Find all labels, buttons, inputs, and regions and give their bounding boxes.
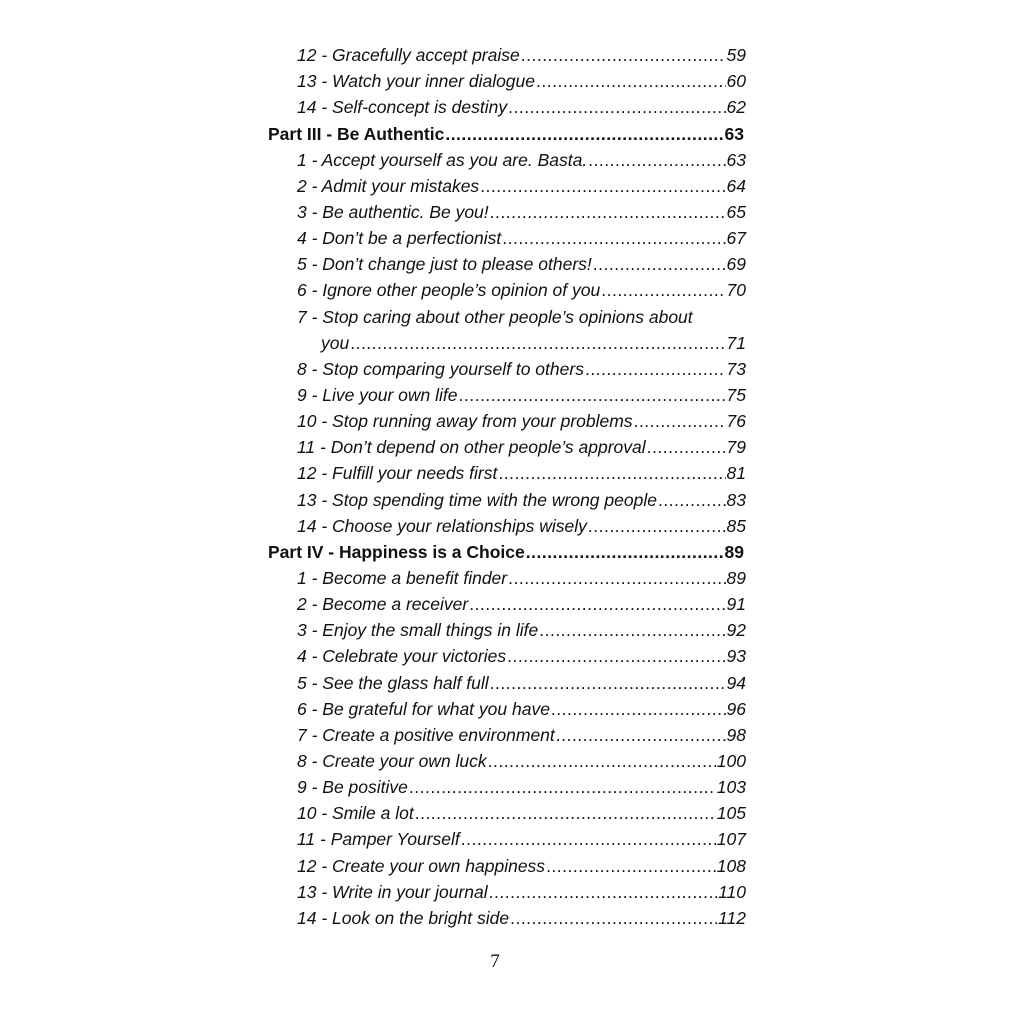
toc-entry-title: 8 - Stop comparing yourself to others — [297, 358, 584, 379]
dot-leader — [461, 829, 716, 849]
toc-entry — [268, 668, 746, 694]
dot-leader — [634, 411, 726, 431]
dot-leader — [601, 280, 725, 300]
dot-leader — [588, 150, 725, 170]
dot-leader — [658, 490, 726, 510]
toc-entry-title: 5 - Don’t change just to please others! — [297, 254, 592, 275]
dot-leader — [546, 856, 716, 876]
dot-leader — [551, 699, 726, 719]
dot-leader — [526, 542, 724, 562]
toc-entry — [268, 825, 746, 851]
toc-entry — [268, 302, 746, 328]
toc-entry — [268, 747, 746, 773]
dot-leader — [507, 646, 725, 666]
toc-entry-title: 14 - Self-concept is destiny — [297, 97, 508, 118]
toc-entry-title: 13 - Watch your inner dialogue — [297, 71, 536, 92]
toc-entry — [268, 851, 746, 877]
toc-page-number: 89 — [726, 567, 746, 588]
toc-entry-title: 4 - Don’t be a perfectionist — [297, 228, 502, 249]
toc-entry — [268, 799, 746, 825]
toc-page-number: 69 — [726, 254, 746, 275]
toc-page-number: 63 — [726, 149, 746, 170]
dot-leader — [508, 97, 725, 117]
toc-entry-title: 13 - Write in your journal — [297, 881, 488, 902]
toc-entry — [268, 172, 746, 198]
dot-leader — [539, 620, 725, 640]
toc-page-number: 63 — [724, 123, 744, 144]
toc-page-number: 85 — [726, 515, 746, 536]
toc-entry-title: 6 - Be grateful for what you have — [297, 698, 550, 719]
toc-page-number: 92 — [726, 620, 746, 641]
toc-entry — [268, 146, 746, 172]
toc-entry — [268, 904, 746, 930]
toc-entry-title: 7 - Stop caring about other people’s opinions about — [297, 306, 693, 327]
toc-entry-title: 10 - Smile a lot — [297, 803, 414, 824]
toc-entry-title: 6 - Ignore other people’s opinion of you — [297, 280, 601, 301]
toc-entry — [268, 512, 746, 538]
toc-part-heading — [268, 538, 744, 564]
page-number: 7 — [490, 951, 500, 972]
toc-entry — [268, 93, 746, 119]
toc-entry — [268, 773, 746, 799]
dot-leader — [490, 673, 726, 693]
toc-page-number: 67 — [726, 228, 746, 249]
table-of-contents — [268, 41, 748, 930]
dot-leader — [585, 359, 726, 379]
toc-part-title: Part III - Be Authentic — [268, 123, 445, 144]
toc-page-number: 79 — [726, 437, 746, 458]
dot-leader — [556, 725, 726, 745]
toc-page-number: 81 — [726, 463, 746, 484]
dot-leader — [490, 202, 726, 222]
toc-entry — [268, 67, 746, 93]
toc-entry-title: 2 - Admit your mistakes — [297, 175, 480, 196]
toc-page-number: 60 — [726, 71, 746, 92]
toc-entry-title: 3 - Be authentic. Be you! — [297, 201, 489, 222]
toc-page-number: 65 — [726, 201, 746, 222]
toc-entry-title: 1 - Become a benefit finder — [297, 567, 508, 588]
toc-entry-title: 12 - Fulfill your needs first — [297, 463, 498, 484]
toc-page-number: 70 — [726, 280, 746, 301]
toc-entry — [268, 590, 746, 616]
toc-page-number: 96 — [726, 698, 746, 719]
toc-entry — [268, 485, 746, 511]
toc-page-number: 75 — [726, 384, 746, 405]
toc-page-number: 98 — [726, 724, 746, 745]
dot-leader — [469, 594, 725, 614]
dot-leader — [350, 333, 725, 353]
dot-leader — [510, 908, 717, 928]
toc-page-number: 103 — [716, 777, 746, 798]
toc-entry-title: 12 - Create your own happiness — [297, 855, 546, 876]
toc-entry — [268, 642, 746, 668]
toc-page-number: 112 — [718, 907, 746, 928]
toc-page-number: 94 — [726, 672, 746, 693]
toc-entry — [268, 250, 746, 276]
toc-page-number: 100 — [716, 750, 746, 771]
dot-leader — [498, 463, 725, 483]
toc-entry — [268, 198, 746, 224]
toc-entry — [268, 224, 746, 250]
toc-entry-title: 7 - Create a positive environment — [297, 724, 555, 745]
toc-entry-title: 12 - Gracefully accept praise — [297, 45, 520, 66]
toc-entry-title: 3 - Enjoy the small things in life — [297, 620, 539, 641]
toc-page-number: 107 — [716, 829, 746, 850]
dot-leader — [521, 45, 726, 65]
toc-page-number: 89 — [724, 541, 744, 562]
toc-entry — [268, 276, 746, 302]
toc-entry — [268, 355, 746, 381]
toc-entry-title: 11 - Don’t depend on other people’s approval — [297, 437, 646, 458]
toc-entry-title: 14 - Look on the bright side — [297, 907, 510, 928]
toc-page-number: 105 — [716, 803, 746, 824]
toc-entry-title: 14 - Choose your relationships wisely — [297, 515, 587, 536]
toc-entry-title: you — [321, 332, 350, 353]
toc-entry — [268, 459, 746, 485]
dot-leader — [536, 71, 726, 91]
dot-leader — [647, 437, 726, 457]
toc-entry — [268, 695, 746, 721]
dot-leader — [593, 254, 726, 274]
dot-leader — [489, 882, 717, 902]
toc-page-number: 71 — [726, 332, 746, 353]
toc-entry-title: 11 - Pamper Yourself — [297, 829, 460, 850]
dot-leader — [459, 385, 726, 405]
toc-entry-title: 4 - Celebrate your victories — [297, 646, 507, 667]
dot-leader — [588, 516, 726, 536]
toc-entry — [268, 433, 746, 459]
toc-page-number: 59 — [726, 45, 746, 66]
toc-page-number: 62 — [726, 97, 746, 118]
toc-part-heading — [268, 119, 744, 145]
toc-entry-title: 9 - Be positive — [297, 777, 408, 798]
dot-leader — [445, 124, 723, 144]
toc-entry — [268, 41, 746, 67]
dot-leader — [502, 228, 725, 248]
toc-entry — [268, 878, 746, 904]
toc-entry-title: 8 - Create your own luck — [297, 750, 487, 771]
toc-entry-title: 13 - Stop spending time with the wrong people — [297, 489, 657, 510]
toc-page-number: 76 — [726, 411, 746, 432]
dot-leader — [488, 751, 716, 771]
toc-entry — [268, 616, 746, 642]
toc-entry-title: 2 - Become a receiver — [297, 594, 469, 615]
toc-page-number: 110 — [718, 881, 746, 902]
dot-leader — [409, 777, 716, 797]
dot-leader — [508, 568, 725, 588]
dot-leader — [480, 176, 725, 196]
toc-entry-title: 9 - Live your own life — [297, 384, 458, 405]
toc-entry-title: 1 - Accept yourself as you are. Basta. — [297, 149, 588, 170]
toc-entry — [268, 407, 746, 433]
toc-entry — [268, 329, 746, 355]
toc-entry — [268, 721, 746, 747]
toc-entry-title: 5 - See the glass half full — [297, 672, 489, 693]
toc-page-number: 73 — [726, 358, 746, 379]
toc-page-number: 83 — [726, 489, 746, 510]
toc-entry — [268, 564, 746, 590]
toc-part-title: Part IV - Happiness is a Choice — [268, 541, 525, 562]
toc-page-number: 91 — [726, 594, 746, 615]
toc-page-number: 64 — [726, 175, 746, 196]
toc-entry-title: 10 - Stop running away from your problems — [297, 411, 633, 432]
toc-page-number: 93 — [726, 646, 746, 667]
toc-page-number: 108 — [716, 855, 746, 876]
dot-leader — [415, 803, 716, 823]
toc-entry — [268, 381, 746, 407]
